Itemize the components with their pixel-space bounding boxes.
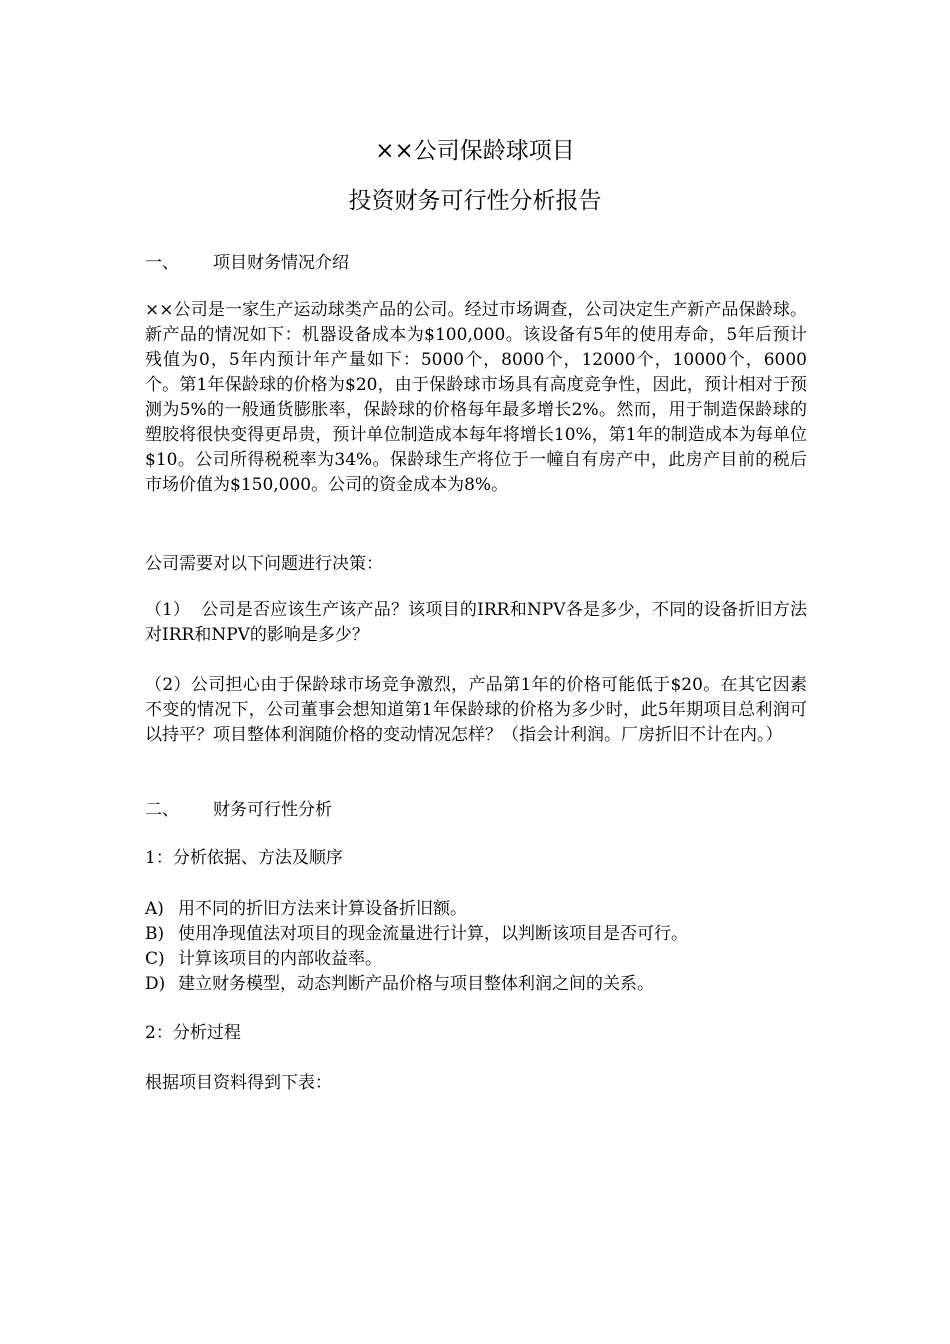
method-list — [145, 897, 807, 997]
question-1 — [145, 598, 807, 648]
question-1-label: （1） — [145, 600, 190, 620]
list-item — [145, 972, 807, 997]
list-item-text: 用不同的折旧方法来计算设备折旧额。 — [178, 899, 467, 919]
section-2-title: 财务可行性分析 — [213, 800, 332, 820]
document-title-line-2: 投资财务可行性分析报告 — [348, 188, 602, 214]
list-item-label: D) — [145, 974, 166, 994]
list-item-label: C) — [145, 949, 165, 969]
section-2-number: 二、 — [145, 800, 179, 820]
subsection-2-heading: 2：分析过程 — [145, 1023, 241, 1043]
list-item-label: A) — [145, 899, 164, 919]
table-intro: 根据项目资料得到下表： — [145, 1073, 332, 1093]
section-1-title: 项目财务情况介绍 — [213, 253, 349, 273]
question-2: （2）公司担心由于保龄球市场竞争激烈，产品第1年的价格可能低于$20。在其它因素不变的情况下，公司董事会想知道第1年保龄球的价格为多少时，此5年期项目总利润可以持平？项目整体利润随价格的变动情况怎样？（指会计利润。厂房折旧不计在内。） — [145, 675, 807, 745]
list-item-text: 计算该项目的内部收益率。 — [178, 949, 382, 969]
question-1-text: 公司是否应该生产该产品？该项目的IRR和NPV各是多少，不同的设备折旧方法对IRR和NPV的影响是多少？ — [145, 600, 807, 645]
section-1-heading — [145, 251, 807, 276]
section-2-heading — [145, 798, 807, 823]
subsection-1-heading: 1：分析依据、方法及顺序 — [145, 848, 343, 868]
list-item-text: 使用净现值法对项目的现金流量进行计算，以判断该项目是否可行。 — [178, 924, 688, 944]
list-item-text: 建立财务模型，动态判断产品价格与项目整体利润之间的关系。 — [178, 974, 654, 994]
list-item — [145, 922, 807, 947]
document-title-line-1: ××公司保龄球项目 — [375, 138, 575, 164]
intro-paragraph: ××公司是一家生产运动球类产品的公司。经过市场调查，公司决定生产新产品保龄球。新产品的情况如下：机器设备成本为$100,000。该设备有5年的使用寿命，5年后预计残值为0，5年内预计年产量如下：5000个，8000个，12000个，10000个，6000个。第1年保龄球的价格为$20，由于保龄球市场具有高度竞争性，因此，预计相对于预测为5%的一般通货膨胀率，保龄球的价格每年最多增长2%。然而，用于制造保龄球的塑胶将很快变得更昂贵，预计单位制造成本每年将增长10%，第1年的制造成本为每单位$10。公司所得税税率为34%。保龄球生产将位于一幢自有房产中，此房产目前的税后市场价值为$150,000。公司的资金成本为8%。 — [145, 300, 807, 495]
list-item-label: B) — [145, 924, 165, 944]
list-item — [145, 897, 807, 922]
list-item — [145, 947, 807, 972]
section-1-number: 一、 — [145, 253, 179, 273]
decision-intro: 公司需要对以下问题进行决策： — [145, 554, 383, 574]
